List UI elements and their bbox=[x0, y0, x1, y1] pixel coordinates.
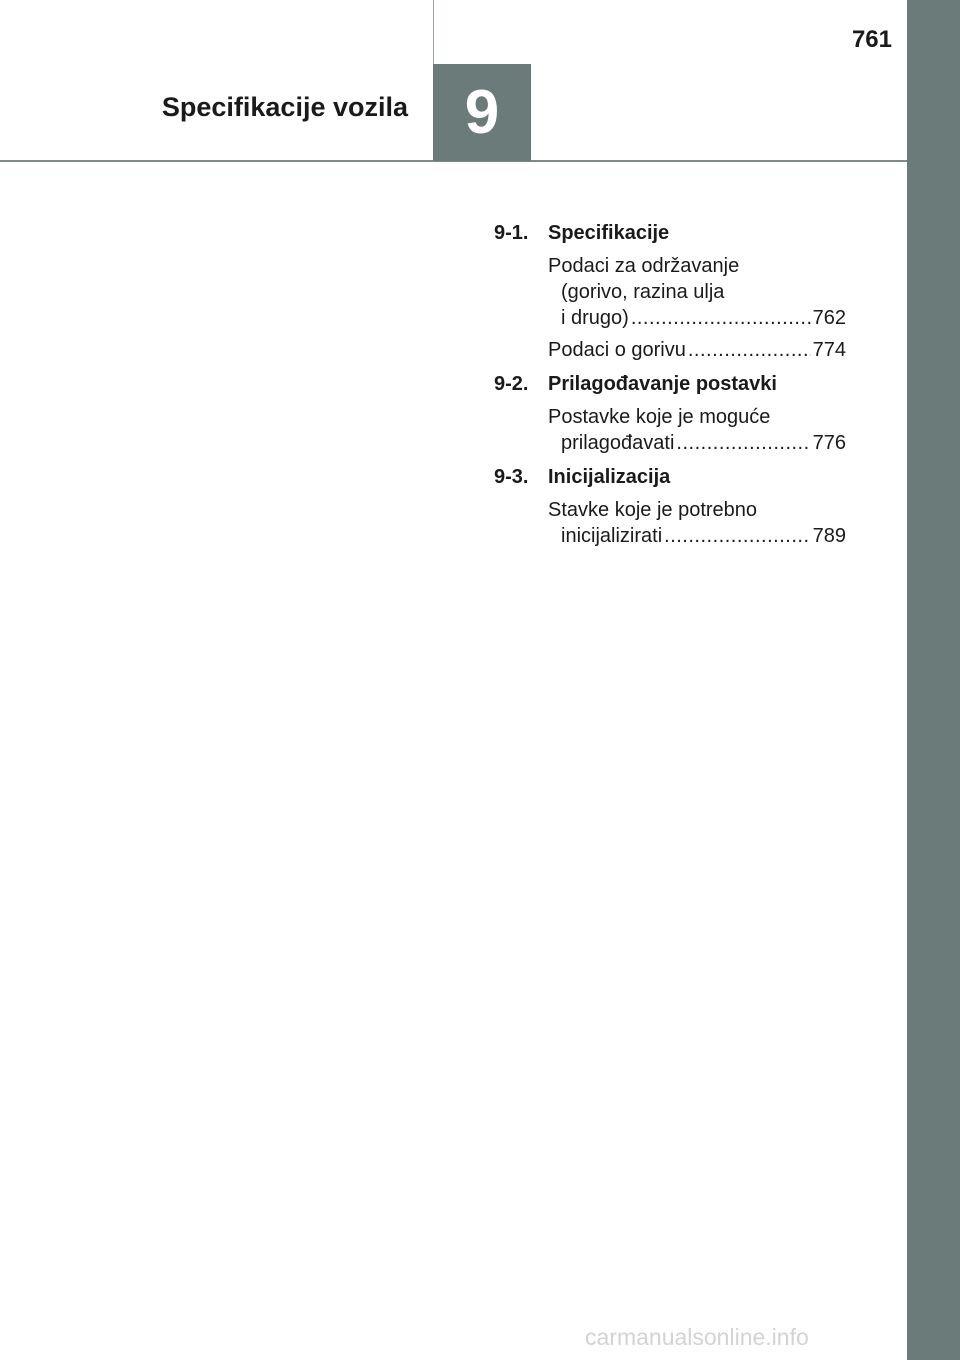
toc-section-9-2 bbox=[494, 371, 846, 456]
entry-text: prilagođavati bbox=[561, 432, 675, 454]
table-of-contents bbox=[494, 220, 846, 557]
dot-leader bbox=[688, 337, 811, 363]
entry-last-line bbox=[548, 523, 846, 549]
entry-text-line: Stavke koje je potrebno bbox=[548, 499, 758, 521]
section-number: 9-3. bbox=[494, 466, 529, 488]
entry-page: 789 bbox=[812, 525, 846, 547]
toc-entry[interactable] bbox=[548, 337, 846, 363]
entry-text: inicijalizirati bbox=[561, 525, 663, 547]
entry-text-line: Podaci za održavanje bbox=[548, 255, 740, 277]
entry-last-line bbox=[548, 430, 846, 456]
toc-entry[interactable] bbox=[548, 404, 846, 456]
section-title: Inicijalizacija bbox=[548, 466, 671, 488]
chapter-number: 9 bbox=[464, 77, 500, 147]
entry-last-line bbox=[548, 337, 846, 363]
entry-page: 776 bbox=[812, 432, 846, 454]
header-vertical-line bbox=[433, 0, 434, 64]
dot-leader bbox=[631, 305, 811, 331]
toc-section-9-3 bbox=[494, 464, 846, 549]
section-heading[interactable] bbox=[494, 371, 846, 397]
chapter-number-badge bbox=[433, 64, 531, 161]
toc-entry[interactable] bbox=[548, 253, 846, 331]
section-title: Specifikacije bbox=[548, 222, 670, 244]
section-number: 9-2. bbox=[494, 373, 529, 395]
section-heading[interactable] bbox=[494, 220, 846, 246]
dot-leader bbox=[676, 430, 810, 456]
section-number: 9-1. bbox=[494, 222, 529, 244]
side-color-strip bbox=[907, 0, 960, 1360]
entry-text: Podaci o gorivu bbox=[548, 339, 686, 361]
section-title: Prilagođavanje postavki bbox=[548, 373, 777, 395]
page-number: 761 bbox=[851, 26, 892, 53]
entry-text-line: (gorivo, razina ulja bbox=[561, 281, 725, 303]
entry-text-line: Postavke koje je moguće bbox=[548, 406, 771, 428]
entry-last-line bbox=[548, 305, 846, 331]
toc-section-9-1 bbox=[494, 220, 846, 363]
chapter-title: Specifikacije vozila bbox=[161, 92, 408, 122]
entry-page: 762 bbox=[812, 307, 846, 329]
entry-page: 774 bbox=[812, 339, 846, 361]
dot-leader bbox=[664, 523, 810, 549]
entry-text: i drugo) bbox=[561, 307, 629, 329]
watermark: carmanualsonline.info bbox=[585, 1324, 809, 1350]
section-heading[interactable] bbox=[494, 464, 846, 490]
toc-entry[interactable] bbox=[548, 497, 846, 549]
